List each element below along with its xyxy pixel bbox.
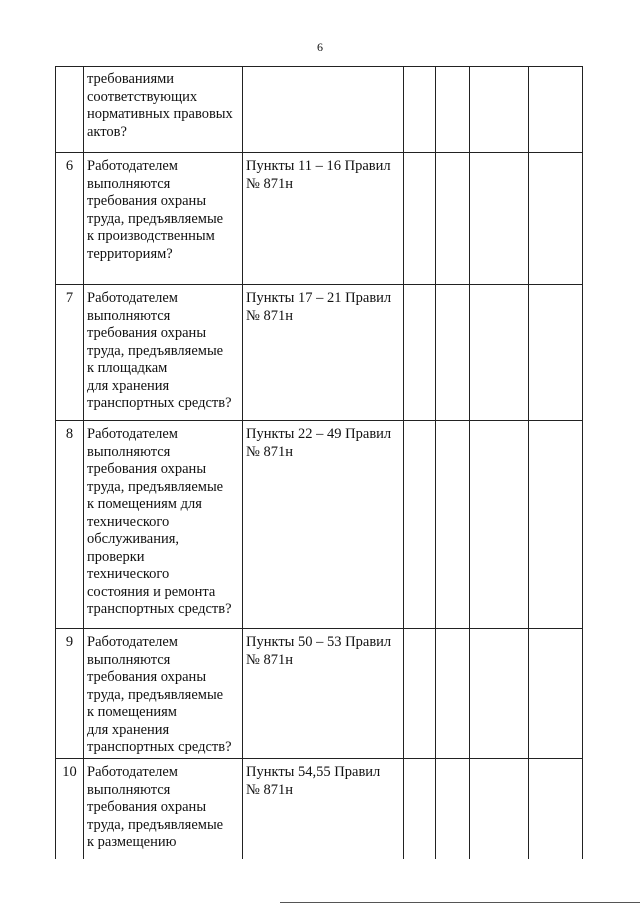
row-number: 8 xyxy=(65,426,74,442)
answer-cell xyxy=(436,421,470,629)
checklist-table xyxy=(55,66,583,859)
answer-cell xyxy=(470,421,529,629)
reference-text-line: № 871н xyxy=(246,651,293,668)
question-text-line: требования охраны xyxy=(87,799,207,815)
reference-text-line: Пункты 22 – 49 Правил xyxy=(246,426,392,442)
answer-cell xyxy=(470,759,529,859)
question-text-line: труда, предъявляемые xyxy=(87,342,224,359)
question-text-line: выполняются xyxy=(87,443,171,460)
question-text-line: требования охраны xyxy=(87,193,207,209)
row-number: 6 xyxy=(65,158,74,174)
question-text-line: состояния и ремонта xyxy=(87,583,216,600)
reference-cell xyxy=(243,67,404,153)
question-text-line: Работодателем xyxy=(87,764,178,780)
question-text-line: Работодателем xyxy=(87,290,178,306)
row-number: 10 xyxy=(62,764,77,780)
question-text-line: проверки xyxy=(87,548,145,565)
table-row xyxy=(56,285,583,421)
question-text-line: нормативных правовых xyxy=(87,106,233,122)
answer-cell xyxy=(404,285,436,421)
page-number: 6 xyxy=(317,40,323,54)
answer-cell xyxy=(436,759,470,859)
question-text-line: транспортных средств? xyxy=(87,601,232,617)
question-text-line: Работодателем xyxy=(87,426,178,442)
question-text-line: для хранения xyxy=(87,377,170,394)
question-text-line: труда, предъявляемые xyxy=(87,210,224,227)
question-text-line: требованиями xyxy=(87,71,175,87)
row-number-cell xyxy=(56,285,84,421)
answer-cell xyxy=(404,629,436,759)
question-cell xyxy=(84,285,243,421)
table-row xyxy=(56,629,583,759)
question-text-line: требования охраны xyxy=(87,461,207,477)
reference-text-line: Пункты 54,55 Правил xyxy=(246,764,381,780)
answer-cell xyxy=(436,629,470,759)
reference-text-line: № 871н xyxy=(246,175,293,192)
answer-cell xyxy=(404,67,436,153)
question-text-line: труда, предъявляемые xyxy=(87,478,224,495)
question-text-line: к размещению xyxy=(87,834,177,850)
row-number: 7 xyxy=(65,290,74,306)
row-number-cell xyxy=(56,629,84,759)
table-row xyxy=(56,421,583,629)
question-cell xyxy=(84,421,243,629)
answer-cell xyxy=(470,629,529,759)
question-text-line: обслуживания, xyxy=(87,531,180,547)
question-text-line: выполняются xyxy=(87,307,171,324)
answer-cell xyxy=(436,153,470,285)
question-text-line: технического xyxy=(87,566,170,582)
reference-text-line: Пункты 17 – 21 Правил xyxy=(246,290,392,306)
answer-cell xyxy=(529,629,583,759)
answer-cell xyxy=(529,153,583,285)
reference-text-line: Пункты 50 – 53 Правил xyxy=(246,634,392,650)
answer-cell xyxy=(529,759,583,859)
question-cell xyxy=(84,759,243,859)
question-cell xyxy=(84,67,243,153)
question-text-line: требования охраны xyxy=(87,669,207,685)
row-number-cell xyxy=(56,153,84,285)
row-number-cell xyxy=(56,421,84,629)
question-text-line: выполняются xyxy=(87,651,171,668)
answer-cell xyxy=(404,421,436,629)
table-row xyxy=(56,759,583,859)
question-text-line: труда, предъявляемые xyxy=(87,816,224,833)
answer-cell xyxy=(436,67,470,153)
question-text-line: требования охраны xyxy=(87,325,207,341)
question-text-line: актов? xyxy=(87,123,127,140)
row-number-cell xyxy=(56,759,84,859)
answer-cell xyxy=(470,67,529,153)
question-text-line: Работодателем xyxy=(87,634,178,650)
reference-text-line: № 871н xyxy=(246,307,293,324)
question-text-line: к помещениям для xyxy=(87,496,202,512)
answer-cell xyxy=(529,421,583,629)
answer-cell xyxy=(529,67,583,153)
answer-cell xyxy=(529,285,583,421)
answer-cell xyxy=(470,285,529,421)
question-text-line: для хранения xyxy=(87,721,170,738)
question-text-line: к помещениям xyxy=(87,704,177,720)
question-text-line: труда, предъявляемые xyxy=(87,686,224,703)
table-row xyxy=(56,67,583,153)
reference-text-line: № 871н xyxy=(246,443,293,460)
question-text-line: технического xyxy=(87,513,170,530)
question-cell xyxy=(84,153,243,285)
question-text-line: выполняются xyxy=(87,175,171,192)
answer-cell xyxy=(470,153,529,285)
answer-cell xyxy=(404,153,436,285)
question-text-line: территориям? xyxy=(87,245,173,262)
question-text-line: транспортных средств? xyxy=(87,395,232,411)
reference-cell xyxy=(243,153,404,285)
question-text-line: к площадкам xyxy=(87,360,168,376)
question-text-line: соответствующих xyxy=(87,88,198,105)
answer-cell xyxy=(436,285,470,421)
answer-cell xyxy=(404,759,436,859)
row-number: 9 xyxy=(65,634,74,650)
reference-text-line: Пункты 11 – 16 Правил xyxy=(246,158,391,174)
table-row xyxy=(56,153,583,285)
question-cell xyxy=(84,629,243,759)
reference-cell xyxy=(243,421,404,629)
reference-cell xyxy=(243,285,404,421)
page-edge-rule xyxy=(280,902,640,903)
question-text-line: выполняются xyxy=(87,781,171,798)
question-text-line: Работодателем xyxy=(87,158,178,174)
question-text-line: к производственным xyxy=(87,228,215,244)
question-text-line: транспортных средств? xyxy=(87,739,232,755)
row-number-cell xyxy=(56,67,84,153)
reference-cell xyxy=(243,629,404,759)
reference-text-line: № 871н xyxy=(246,781,293,798)
reference-cell xyxy=(243,759,404,859)
